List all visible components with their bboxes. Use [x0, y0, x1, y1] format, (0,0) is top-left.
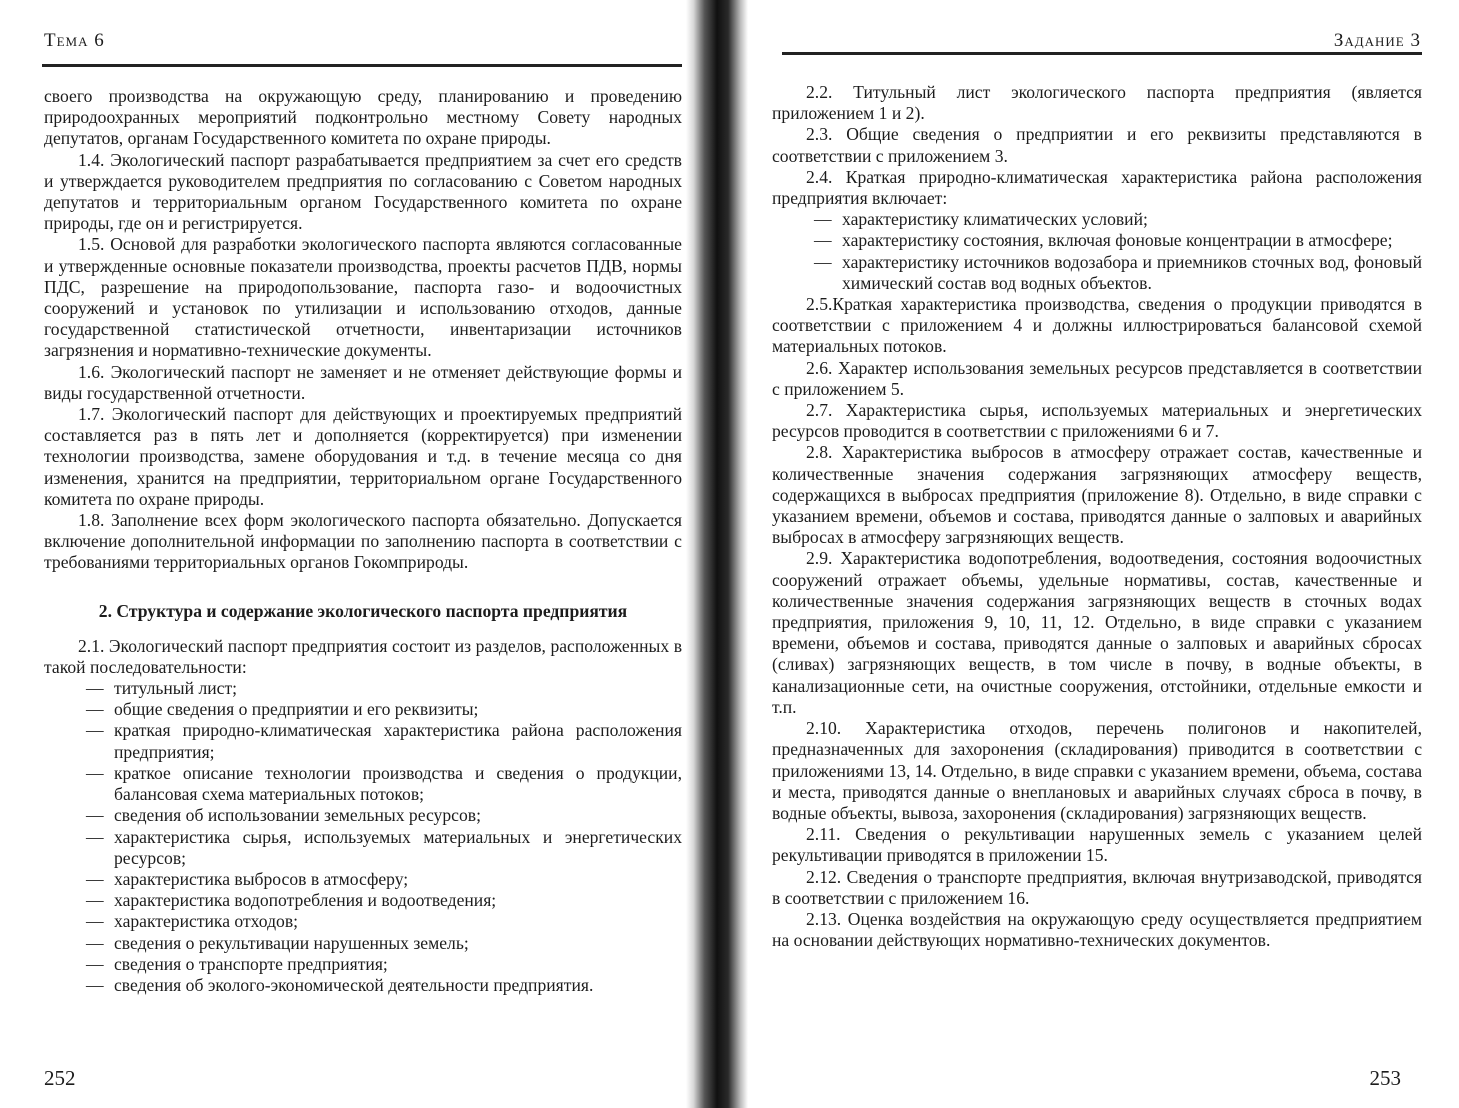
list-item: [44, 954, 682, 975]
list-item-text: общие сведения о предприятии и его реквизиты;: [114, 699, 479, 720]
list-item: [44, 933, 682, 954]
running-header-right: Задание 3: [1333, 30, 1421, 51]
list-item: [44, 911, 682, 932]
paragraph: 2.6. Характер использования земельных ресурсов представляется в соответствии с приложением 5.: [772, 357, 1422, 399]
paragraph: 1.5. Основой для разработки экологического паспорта являются согласованные и утвержденные основные показатели производства, проекты расчетов ПДВ, нормы ПДС, разрешение на природопользование, паспорта газо- и водоочистных сооружений и установок по утилизации и использованию отходов, данные государственной статистической отчетности, инвентаризации источников загрязнения и нормативно-технические документы.: [44, 234, 682, 361]
page-number-right: 253: [1369, 1066, 1401, 1090]
list-dash: —: [86, 890, 104, 911]
climate-characteristics-list: [772, 209, 1422, 294]
paragraph: 2.11. Сведения о рекультивации нарушенных земель с указанием целей рекультивации приводятся в приложении 15.: [772, 824, 1422, 866]
list-item: [44, 699, 682, 720]
sections-list: [44, 678, 682, 996]
paragraph: своего производства на окружающую среду, планированию и проведению природоохранных мероприятий подконтрольно местному Совету народных депутатов, органам Государственного комитета по охране природы.: [44, 86, 682, 149]
page-number-left: 252: [44, 1066, 76, 1090]
list-dash: —: [86, 868, 104, 889]
right-page-body: [772, 82, 1422, 951]
binding-gutter-shadow: [686, 0, 748, 1108]
list-dash: —: [86, 932, 104, 953]
list-dash: —: [814, 209, 832, 230]
list-item: [44, 869, 682, 890]
list-dash: —: [814, 230, 832, 251]
list-item: [772, 252, 1422, 294]
list-item-text: краткое описание технологии производства и сведения о продукции, балансовая схема материальных потоков;: [114, 762, 682, 805]
paragraph: 2.4. Краткая природно-климатическая характеристика района расположения предприятия включает:: [772, 166, 1422, 209]
left-page-body: [44, 86, 682, 996]
list-dash: —: [86, 720, 104, 741]
list-item-text: характеристику климатических условий;: [842, 209, 1148, 230]
list-item-text: сведения об эколого-экономической деятельности предприятия.: [114, 974, 594, 995]
list-dash: —: [86, 805, 104, 826]
list-item-text: характеристика сырья, используемых материальных и энергетических ресурсов;: [114, 826, 682, 868]
list-item: [44, 827, 682, 869]
running-header-left: Тема 6: [44, 30, 105, 51]
list-item: [44, 720, 682, 762]
list-item-text: сведения об использовании земельных ресурсов;: [114, 805, 481, 826]
paragraph: 2.13. Оценка воздействия на окружающую среду осуществляется предприятием на основании действующих нормативно-технических документов.: [772, 908, 1422, 951]
list-dash: —: [86, 678, 104, 699]
list-item-text: характеристика выбросов в атмосферу;: [114, 868, 409, 889]
list-item: [44, 975, 682, 996]
list-item-text: характеристика отходов;: [114, 911, 299, 932]
paragraph: 2.10. Характеристика отходов, перечень полигонов и накопителей, предназначенных для захоронения (складирования) приводится в соответствии с приложениями 13, 14. Отдельно, в виде справки с указанием времени, объема, состава и места, приводятся данные о внеплановых и аварийных случаях сброса в почву, в водные объекты, вывоза, захоронения (складирования) загрязняющих веществ.: [772, 718, 1422, 823]
list-dash: —: [814, 251, 832, 272]
list-dash: —: [86, 699, 104, 720]
section-heading: 2. Структура и содержание экологического паспорта предприятия: [98, 600, 628, 621]
list-item-text: сведения о транспорте предприятия;: [114, 953, 388, 974]
list-item: [44, 890, 682, 911]
list-item-text: характеристику источников водозабора и приемников сточных вод, фоновый химический состав вод водных объектов.: [842, 251, 1422, 293]
paragraph: 2.2. Титульный лист экологического паспорта предприятия (является приложением 1 и 2).: [772, 82, 1422, 124]
list-item-text: характеристику состояния, включая фоновые концентрации в атмосфере;: [842, 230, 1393, 251]
right-page: [760, 0, 1459, 1108]
list-item-text: сведения о рекультивации нарушенных земель;: [114, 932, 469, 953]
list-dash: —: [86, 953, 104, 974]
paragraph: 1.4. Экологический паспорт разрабатывается предприятием за счет его средств и утверждается руководителем предприятия по согласованию с Советом народных депутатов и территориальным органом Государственного комитета по охране природы, где он и регистрируется.: [44, 149, 682, 234]
paragraph: 2.5.Краткая характеристика производства, сведения о продукции приводятся в соответствии с приложением 4 и должны иллюстрироваться балансовой схемой материальных потоков.: [772, 294, 1422, 357]
list-dash: —: [86, 974, 104, 995]
list-item: [772, 209, 1422, 230]
list-item: [44, 678, 682, 699]
paragraph: 2.12. Сведения о транспорте предприятия, включая внутризаводской, приводятся в соответствии с приложением 16.: [772, 866, 1422, 908]
paragraph: 1.8. Заполнение всех форм экологического паспорта обязательно. Допускается включение дополнительной информации по заполнению паспорта в соответствии с требованиями территориальных органов Гокомприроды.: [44, 510, 682, 573]
list-dash: —: [86, 762, 104, 783]
list-item-text: титульный лист;: [114, 678, 238, 699]
header-rule-left: [42, 64, 682, 67]
paragraph: 2.1. Экологический паспорт предприятия состоит из разделов, расположенных в такой последовательности:: [44, 635, 682, 677]
paragraph: 1.6. Экологический паспорт не заменяет и не отменяет действующие формы и виды государственной отчетности.: [44, 361, 682, 403]
header-rule-right: [782, 52, 1422, 55]
paragraph: 2.9. Характеристика водопотребления, водоотведения, состояния водоочистных сооружений отражает объемы, удельные нормативы, состав, качественные и количественные значения содержания загрязняющих веществ в сточных водах предприятия, приложения 9, 10, 11, 12. Отдельно, в виде справки с указанием времени, объемов и состава, приводятся данные о залповых и аварийных сбросах (сливах) загрязняющих веществ, в том числе в почву, в водные объекты, в канализационные сети, на очистные сооружения, отстойники, отдельные емкости и т.п.: [772, 548, 1422, 717]
list-item: [44, 805, 682, 826]
list-dash: —: [86, 911, 104, 932]
list-dash: —: [86, 826, 104, 847]
list-item-text: характеристика водопотребления и водоотведения;: [114, 890, 497, 911]
paragraph: 1.7. Экологический паспорт для действующих и проектируемых предприятий составляется раз в пять лет и дополняется (корректируется) при изменении технологии производства, замене оборудования и т.д. в течение месяца со дня изменения, хранится на предприятии, территориальном органе Государственного комитета по охране природы.: [44, 404, 682, 509]
paragraph: 2.7. Характеристика сырья, используемых материальных и энергетических ресурсов проводится в соответствии с приложениями 6 и 7.: [772, 400, 1422, 442]
paragraph: 2.3. Общие сведения о предприятии и его реквизиты представляются в соответствии с приложением 3.: [772, 124, 1422, 166]
list-item: [772, 230, 1422, 251]
paragraph: 2.8. Характеристика выбросов в атмосферу отражает состав, качественные и количественные значения содержания загрязняющих атмосферу веществ, содержащихся в выбросах предприятия (приложение 8). Отдельно, в виде справки с указанием времени, объемов и состава, приводятся данные о залповых и аварийных выбросах в атмосферу загрязняющих веществ.: [772, 442, 1422, 548]
list-item-text: краткая природно-климатическая характеристика района расположения предприятия;: [114, 720, 682, 762]
list-item: [44, 763, 682, 805]
left-page: [0, 0, 700, 1108]
